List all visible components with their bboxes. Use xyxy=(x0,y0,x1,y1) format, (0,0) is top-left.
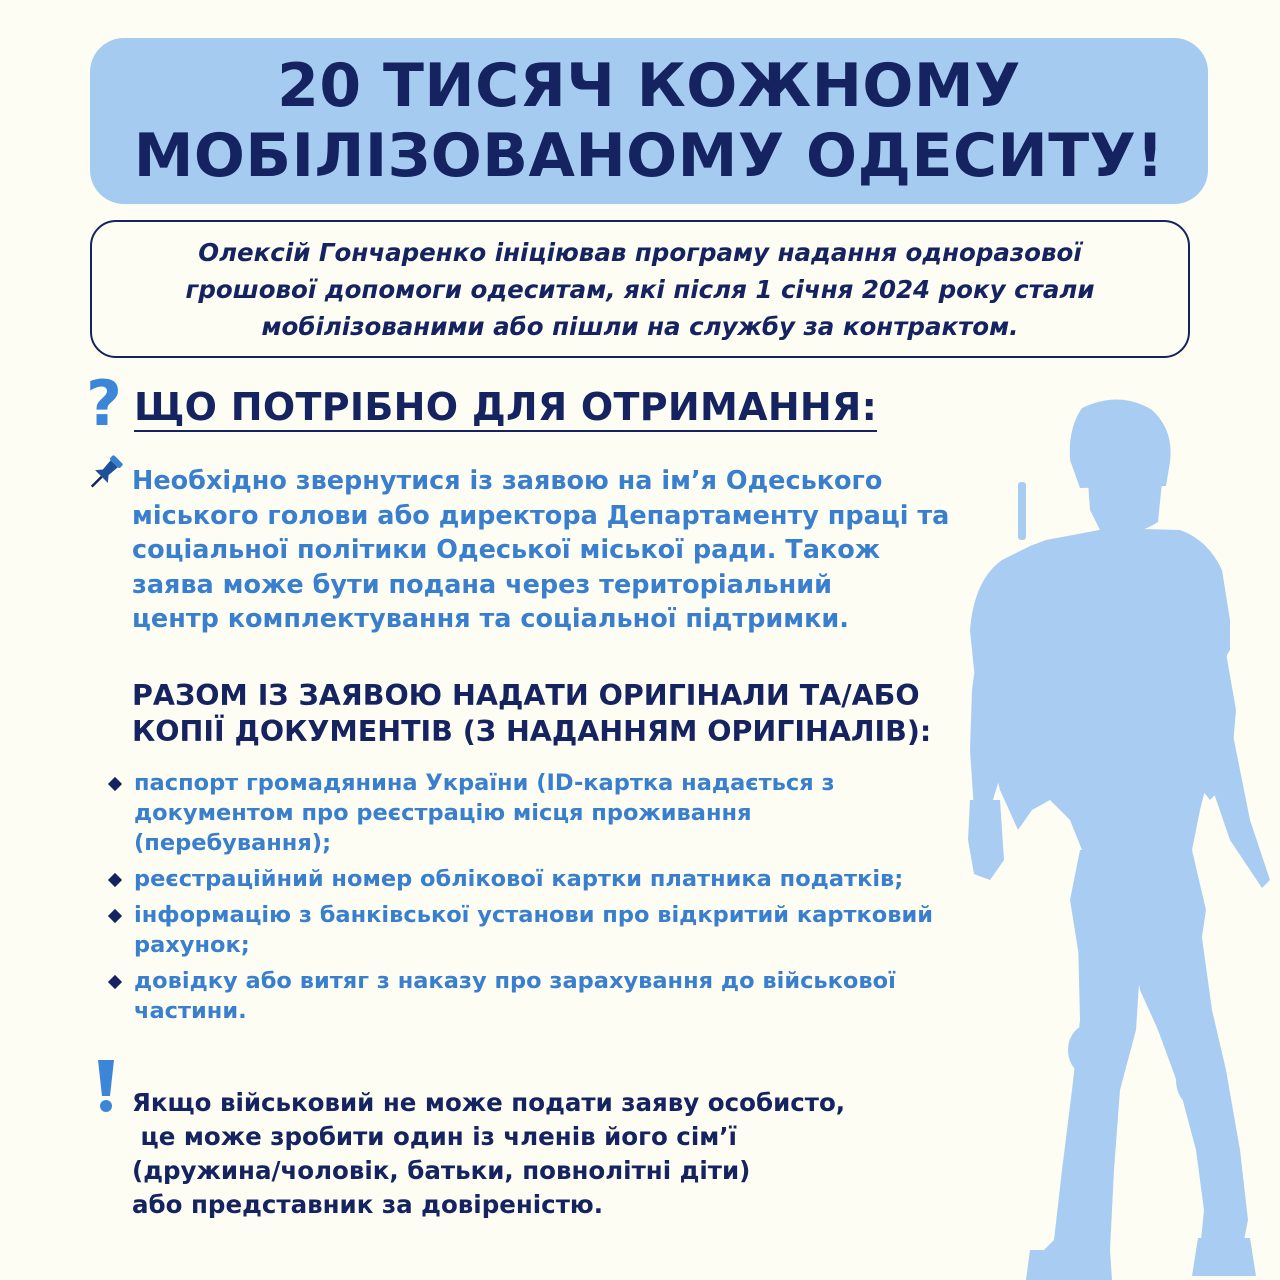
page-title-line-1: 20 ТИСЯЧ КОЖНОМУ xyxy=(277,51,1021,121)
list-item-line: інформацію з банківської установи про відкритий картковий xyxy=(134,902,934,928)
requirements-heading: ЩО ПОТРІБНО ДЛЯ ОТРИМАННЯ: xyxy=(134,384,877,432)
diamond-bullet-icon xyxy=(108,975,122,989)
note-line: це може зробити один із членів його сім’ї xyxy=(132,1122,737,1151)
note-text xyxy=(132,1086,845,1222)
intro-box xyxy=(90,220,1190,358)
body-line: міського голови або директора Департаменту праці та xyxy=(132,500,950,531)
question-mark-icon: ? xyxy=(86,367,122,440)
title-banner xyxy=(90,38,1208,204)
body-line: соціальної політики Одеської міської ради. Також xyxy=(132,535,881,565)
body-line: центр комплектування та соціальної підтримки. xyxy=(132,604,849,634)
note-line: або представник за довіреністю. xyxy=(132,1190,604,1219)
intro-line: грошової допомоги одеситам, які після 1 січня 2024 року стали xyxy=(185,274,1095,304)
list-item xyxy=(108,900,988,960)
documents-list xyxy=(108,768,988,1032)
note-line: (дружина/чоловік, батьки, повнолітні діти) xyxy=(132,1156,751,1185)
body-line: Необхідно звернутися із заявою на ім’я Одеського xyxy=(132,466,883,496)
list-item-line: (перебування); xyxy=(134,830,332,856)
list-item-line: довідку або витяг з наказу про зарахування до військової xyxy=(134,968,896,994)
list-item-line: паспорт громадянина України (ID-картка надається з xyxy=(134,770,835,796)
diamond-bullet-icon xyxy=(108,909,122,923)
list-item-line: документом про реєстрацію місця проживання xyxy=(134,800,752,826)
intro-line: Олексій Гончаренко ініціював програму надання одноразової xyxy=(198,237,1082,267)
pushpin-icon xyxy=(84,452,126,494)
exclamation-mark-icon xyxy=(94,1058,118,1114)
note-line: Якщо військовий не може подати заяву особисто, xyxy=(132,1088,846,1117)
list-item xyxy=(108,966,988,1026)
body-line: заява може бути подана через територіальний xyxy=(132,569,833,600)
documents-heading-line: КОПІЇ ДОКУМЕНТІВ (З НАДАННЯМ ОРИГІНАЛІВ): xyxy=(132,715,932,748)
diamond-bullet-icon xyxy=(108,777,122,791)
list-item-line: реєстраційний номер облікової картки платника податків; xyxy=(134,866,904,892)
requirements-body xyxy=(132,464,992,637)
list-item-line: рахунок; xyxy=(134,932,250,958)
intro-line: мобілізованими або пішли на службу за контрактом. xyxy=(261,311,1019,341)
diamond-bullet-icon xyxy=(108,873,122,887)
list-item xyxy=(108,864,988,894)
documents-heading-line: РАЗОМ ІЗ ЗАЯВОЮ НАДАТИ ОРИГІНАЛИ ТА/АБО xyxy=(132,679,920,712)
list-item-line: частини. xyxy=(134,998,247,1024)
list-item xyxy=(108,768,988,858)
documents-heading xyxy=(132,678,931,750)
page-title-line-2: МОБІЛІЗОВАНОМУ ОДЕСИТУ! xyxy=(133,121,1165,191)
